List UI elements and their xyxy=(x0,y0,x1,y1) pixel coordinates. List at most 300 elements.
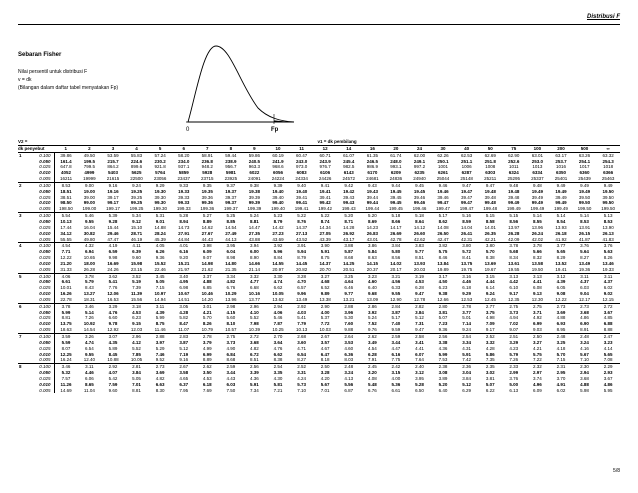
table-cell: 14.47 xyxy=(248,224,261,230)
table-cell: 7.35 xyxy=(485,357,495,363)
table-cell: 6.22 xyxy=(485,387,495,393)
table-cell: 10.79 xyxy=(201,327,213,333)
table-cell: 9.17 xyxy=(509,291,519,297)
table-cell: 99.42 xyxy=(319,200,331,206)
table-cell: 8.41 xyxy=(462,255,472,261)
table-cell: 18.31 xyxy=(83,296,96,302)
table-cell: 248.0 xyxy=(390,158,402,164)
density-curve xyxy=(188,46,294,122)
table-cell: 39.48 xyxy=(508,194,520,200)
table-cell: 8.07 xyxy=(61,345,71,351)
description-line: v = dk xyxy=(18,77,32,83)
table-cell: 4.54 xyxy=(367,345,377,351)
table-cell: 199.45 xyxy=(389,206,403,212)
table-cell: 5.28 xyxy=(172,213,196,219)
table-cell: 5.81 xyxy=(273,381,283,387)
table-cell: 3.97 xyxy=(155,339,165,345)
table-cell: 6.18 xyxy=(202,381,212,387)
table-cell: 241.9 xyxy=(272,158,284,164)
table-cell: 10.05 xyxy=(272,291,284,297)
table-cell: 5.14 xyxy=(573,213,597,219)
table-cell: 4.39 xyxy=(556,279,566,285)
table-cell: 8.94 xyxy=(179,218,189,224)
table-cell: 6.09 xyxy=(202,249,212,255)
table-cell: 6366 xyxy=(603,170,614,176)
table-cell: 5.07 xyxy=(485,381,495,387)
table-cell: 5.14 xyxy=(526,213,550,219)
table-cell: 2.47 xyxy=(596,334,620,340)
table-cell: 13.93 xyxy=(555,224,567,230)
table-cell: 1008 xyxy=(485,164,496,170)
table-cell: 3.18 xyxy=(125,303,149,309)
table-cell: 6.05 xyxy=(556,285,566,291)
table-cell: 2.73 xyxy=(148,364,172,370)
table-cell: 243.0 xyxy=(295,158,308,164)
table-cell: 15.10 xyxy=(130,224,143,230)
table-cell: 25295 xyxy=(507,176,521,182)
table-cell: 19.48 xyxy=(484,188,496,194)
table-cell: 5764 xyxy=(155,170,166,176)
table-cell: 8.51 xyxy=(250,357,259,363)
table-cell: 4.86 xyxy=(580,315,589,321)
table-cell: 99.46 xyxy=(413,200,426,206)
table-cell: 5.64 xyxy=(580,249,589,255)
table-cell: 246.5 xyxy=(366,158,378,164)
table-cell: 7.23 xyxy=(438,321,448,327)
table-cell: 9.36 xyxy=(155,255,165,261)
table-cell: 4.82 xyxy=(250,345,259,351)
table-cell: 13.49 xyxy=(295,296,308,302)
table-cell: 3.24 xyxy=(580,339,589,345)
table-cell: 10.92 xyxy=(83,321,96,327)
table-row xyxy=(18,388,620,394)
column-header: 6 xyxy=(172,145,196,152)
table-cell: 3.70 xyxy=(556,375,566,381)
table-cell: 8.53 xyxy=(580,218,589,224)
table-cell: 937.1 xyxy=(178,164,190,170)
table-cell: 24940 xyxy=(413,176,426,182)
table-cell: 6.90 xyxy=(580,321,589,327)
table-cell: 9.49 xyxy=(549,182,573,188)
table-cell: 5.67 xyxy=(320,381,330,387)
table-cell: 6.37 xyxy=(179,381,189,387)
table-cell: 199.25 xyxy=(129,206,144,212)
table-cell: 5.48 xyxy=(367,381,377,387)
table-cell: 199.47 xyxy=(459,206,474,212)
table-cell: 799.5 xyxy=(83,164,96,170)
table-cell: 9.60 xyxy=(108,387,118,393)
alpha-value: 0.050 xyxy=(32,159,54,165)
table-cell: 9.17 xyxy=(485,327,495,333)
table-cell: 3.27 xyxy=(313,273,337,279)
table-cell: 6.29 xyxy=(462,387,472,393)
table-cell: 2.52 xyxy=(478,334,502,340)
table-cell: 5.32 xyxy=(61,370,71,376)
table-cell: 6022 xyxy=(249,170,260,176)
table-cell: 5.70 xyxy=(485,249,495,255)
table-cell: 3.50 xyxy=(202,370,212,376)
table-cell: 2.88 xyxy=(148,334,172,340)
alpha-value: 0.025 xyxy=(32,225,54,231)
table-cell: 10.67 xyxy=(178,291,190,297)
table-cell: 8.30 xyxy=(155,387,165,393)
table-cell: 99.25 xyxy=(130,200,143,206)
table-cell: 14.88 xyxy=(154,224,166,230)
table-cell: 19.45 xyxy=(413,188,426,194)
table-cell: 2.72 xyxy=(243,334,267,340)
table-cell: 7.09 xyxy=(485,321,495,327)
table-cell: 19.16 xyxy=(107,188,119,194)
table-cell: 6.54 xyxy=(85,345,94,351)
table-cell: 27.23 xyxy=(272,230,284,236)
table-cell: 3.86 xyxy=(361,243,385,249)
table-cell: 14.12 xyxy=(413,224,426,230)
table-cell: 5.12 xyxy=(415,315,424,321)
table-cell: 4.53 xyxy=(415,279,424,285)
table-cell: 6287 xyxy=(461,170,472,176)
table-cell: 4.95 xyxy=(179,279,189,285)
table-cell: 8.38 xyxy=(485,255,495,261)
table-cell: 5.14 xyxy=(549,213,573,219)
table-cell: 8.53 xyxy=(603,218,613,224)
table-cell: 14.15 xyxy=(366,260,378,266)
table-cell: 9.60 xyxy=(132,255,141,261)
table-cell: 9.35 xyxy=(195,182,219,188)
table-cell: 20.70 xyxy=(319,266,331,272)
table-cell: 2.80 xyxy=(431,303,455,309)
table-cell: 8.74 xyxy=(320,218,330,224)
table-cell: 8.76 xyxy=(297,218,306,224)
table-cell: 5.46 xyxy=(78,213,102,219)
table-cell: 3.13 xyxy=(502,273,526,279)
table-cell: 8.38 xyxy=(273,357,283,363)
alpha-value: 0.050 xyxy=(32,189,54,195)
table-cell: 199.41 xyxy=(294,206,309,212)
table-cell: 4.98 xyxy=(485,315,495,321)
table-cell: 11.07 xyxy=(178,327,190,333)
alpha-value: 0.010 xyxy=(32,261,54,267)
table-cell: 26.15 xyxy=(578,230,591,236)
table-cell: 7.57 xyxy=(61,375,71,381)
table-cell: 12.92 xyxy=(107,327,119,333)
table-cell: 6.61 xyxy=(391,387,401,393)
table-cell: 3.78 xyxy=(54,303,78,309)
table-cell: 5.91 xyxy=(320,249,330,255)
table-cell: 7.01 xyxy=(132,381,141,387)
table-cell: 13.52 xyxy=(555,260,567,266)
table-cell: 24.26 xyxy=(107,266,119,272)
alpha-value: 0.005 xyxy=(32,297,54,303)
table-cell: 9.29 xyxy=(462,291,472,297)
table-cell: 5.30 xyxy=(344,315,354,321)
table-cell: 3.84 xyxy=(462,375,472,381)
table-cell: 963.3 xyxy=(248,164,261,170)
table-cell: 2.52 xyxy=(290,364,314,370)
table-cell: 3.01 xyxy=(195,303,219,309)
table-cell: 9.29 xyxy=(148,182,172,188)
table-cell: 25211 xyxy=(484,176,497,182)
table-cell: 19.47 xyxy=(461,188,473,194)
table-cell: 3.08 xyxy=(438,370,448,376)
table-cell: 13.38 xyxy=(319,296,331,302)
table-cell: 21.14 xyxy=(248,266,261,272)
table-cell: 6.85 xyxy=(202,285,212,291)
alpha-value: 0.100 xyxy=(32,273,54,279)
table-cell: 4.64 xyxy=(344,279,354,285)
table-cell: 4.82 xyxy=(155,375,165,381)
alpha-value: 0.100 xyxy=(32,303,54,309)
table-cell: 19.37 xyxy=(225,188,237,194)
table-cell: 4.00 xyxy=(320,309,330,315)
table-cell: 19999 xyxy=(83,176,96,182)
table-cell: 7.22 xyxy=(532,357,542,363)
table-cell: 976.7 xyxy=(319,164,331,170)
table-cell: 5.96 xyxy=(273,249,283,255)
table-cell: 7.98 xyxy=(250,321,259,327)
alpha-value: 0.025 xyxy=(32,285,54,291)
table-cell: 9.24 xyxy=(125,182,149,188)
v2-value: 6 xyxy=(18,303,32,309)
table-cell: 39.43 xyxy=(343,194,355,200)
table-cell: 5.99 xyxy=(438,351,448,357)
table-cell: 5859 xyxy=(178,170,189,176)
table-cell: 14.73 xyxy=(178,224,190,230)
table-cell: 2.54 xyxy=(455,334,479,340)
table-cell: 7.59 xyxy=(108,381,118,387)
table-cell: 3.27 xyxy=(532,339,542,345)
table-cell: 62.00 xyxy=(408,152,432,158)
table-cell: 9.38 xyxy=(243,182,267,188)
table-cell: 3.11 xyxy=(596,273,620,279)
table-cell: 6.03 xyxy=(580,285,589,291)
table-cell: 1001 xyxy=(438,164,449,170)
table-cell: 1016 xyxy=(555,164,566,170)
table-cell: 3.34 xyxy=(219,273,243,279)
table-cell: 38.51 xyxy=(60,194,72,200)
table-cell: 3.11 xyxy=(573,273,597,279)
table-cell: 16211 xyxy=(59,176,73,182)
table-cell: 63.26 xyxy=(573,152,597,158)
table-cell: 42.78 xyxy=(390,236,402,242)
table-cell: 9.00 xyxy=(78,182,102,188)
v2-value xyxy=(18,388,32,394)
table-cell: 956.7 xyxy=(225,164,237,170)
table-cell: 9.55 xyxy=(391,291,401,297)
table-cell: 2.29 xyxy=(596,364,620,370)
table-cell: 3.30 xyxy=(266,273,290,279)
table-cell: 6.07 xyxy=(415,351,424,357)
table-cell: 4.21 xyxy=(532,345,542,351)
table-cell: 8.85 xyxy=(226,218,236,224)
table-cell: 5.65 xyxy=(603,351,613,357)
alpha-value: 0.010 xyxy=(32,352,54,358)
table-cell: 3.67 xyxy=(603,375,613,381)
table-cell: 4.56 xyxy=(391,279,401,285)
table-cell: 7.76 xyxy=(108,285,118,291)
table-cell: 7.31 xyxy=(415,321,424,327)
table-cell: 7.02 xyxy=(509,321,519,327)
table-cell: 4.47 xyxy=(391,345,401,351)
table-cell: 16.53 xyxy=(107,296,119,302)
table-cell: 9.47 xyxy=(415,327,424,333)
table-cell: 24334 xyxy=(295,176,308,182)
alpha-value: 0.005 xyxy=(32,267,54,273)
table-cell: 99.40 xyxy=(272,200,284,206)
table-cell: 15.21 xyxy=(178,260,190,266)
alpha-value: 0.050 xyxy=(32,249,54,255)
alpha-value: 0.100 xyxy=(32,364,54,370)
table-cell: 6.33 xyxy=(391,285,401,291)
table-cell: 3.25 xyxy=(337,273,361,279)
table-cell: 3.84 xyxy=(384,243,408,249)
table-cell: 3.94 xyxy=(243,243,267,249)
table-cell: 99.41 xyxy=(295,200,308,206)
table-cell: 3.46 xyxy=(54,364,78,370)
table-cell: 11.26 xyxy=(60,381,72,387)
table-cell: 26.60 xyxy=(413,230,426,236)
table-cell: 1011 xyxy=(508,164,519,170)
table-cell: 5.95 xyxy=(603,387,613,393)
description-line: Nilai persentil untuk distribusi F xyxy=(18,69,88,75)
table-cell: 99.30 xyxy=(154,200,166,206)
table-cell: 16.26 xyxy=(60,291,72,297)
table-cell: 20.82 xyxy=(295,266,308,272)
table-cell: 6.26 xyxy=(155,249,165,255)
table-cell: 20.03 xyxy=(413,266,426,272)
table-cell: 14.45 xyxy=(295,260,308,266)
table-cell: 8.75 xyxy=(155,321,165,327)
table-cell: 8.79 xyxy=(273,218,283,224)
table-cell: 251.1 xyxy=(461,158,473,164)
table-cell: 5.31 xyxy=(148,213,172,219)
table-cell: 4.70 xyxy=(297,279,306,285)
table-cell: 14.94 xyxy=(154,296,166,302)
table-cell: 57.24 xyxy=(148,152,172,158)
table-cell: 4.76 xyxy=(273,345,283,351)
table-cell: 1013 xyxy=(532,164,543,170)
table-cell: 25148 xyxy=(460,176,473,182)
table-cell: 199.30 xyxy=(153,206,167,212)
table-cell: 230.2 xyxy=(154,158,166,164)
table-cell: 4.39 xyxy=(155,309,165,315)
table-cell: 19.36 xyxy=(578,266,591,272)
table-cell: 6.52 xyxy=(320,285,330,291)
v2-value: 1 xyxy=(18,152,32,158)
table-cell: 27.49 xyxy=(225,230,237,236)
table-cell: 12.15 xyxy=(602,296,614,302)
table-cell: 14.25 xyxy=(343,260,355,266)
table-cell: 8.45 xyxy=(108,351,118,357)
table-cell: 8.68 xyxy=(226,357,236,363)
table-cell: 3.04 xyxy=(462,370,472,376)
table-cell: 7.26 xyxy=(85,315,94,321)
table-cell: 3.34 xyxy=(462,339,472,345)
table-cell: 3.11 xyxy=(78,364,102,370)
alpha-value: 0.005 xyxy=(32,388,54,394)
table-cell: 3.45 xyxy=(148,273,172,279)
table-cell: 6.46 xyxy=(344,285,354,291)
table-cell: 5.15 xyxy=(478,213,502,219)
document-header: Distribusi F xyxy=(586,14,620,20)
table-cell: 12.03 xyxy=(130,327,143,333)
table-cell: 6.76 xyxy=(367,387,377,393)
table-cell: 4.03 xyxy=(297,309,306,315)
table-cell: 4.05 xyxy=(148,243,172,249)
table-cell: 9.47 xyxy=(478,182,502,188)
alpha-value: 0.025 xyxy=(32,376,54,382)
table-cell: 13.93 xyxy=(413,260,426,266)
column-header: 20 xyxy=(384,145,408,152)
table-cell: 3.82 xyxy=(431,243,455,249)
table-cell: 8.65 xyxy=(85,381,94,387)
table-cell: 9.16 xyxy=(179,357,189,363)
table-cell: 8.29 xyxy=(556,255,566,261)
table-cell: 6303 xyxy=(485,170,496,176)
table-cell: 8.91 xyxy=(580,327,589,333)
table-cell: 3.76 xyxy=(596,243,620,249)
table-cell: 10.03 xyxy=(319,327,331,333)
table-cell: 3.13 xyxy=(526,273,550,279)
table-cell: 6.76 xyxy=(226,285,236,291)
table-cell: 5.24 xyxy=(367,315,377,321)
table-cell: 13.75 xyxy=(60,321,72,327)
table-cell: 7.15 xyxy=(556,357,566,363)
alpha-value: 0.025 xyxy=(32,346,54,352)
table-cell: 10.13 xyxy=(60,218,72,224)
table-cell: 12.78 xyxy=(413,296,426,302)
table-cell: 5.91 xyxy=(462,351,472,357)
table-cell: 12.22 xyxy=(555,296,567,302)
table-cell: 19.41 xyxy=(555,266,567,272)
table-cell: 19.46 xyxy=(437,188,449,194)
table-cell: 199.49 xyxy=(530,206,545,212)
table-cell: 2.48 xyxy=(337,364,361,370)
table-cell: 2.54 xyxy=(266,364,290,370)
f-distribution-table xyxy=(18,139,620,393)
table-cell: 49.80 xyxy=(83,236,96,242)
table-cell: 5.05 xyxy=(155,279,165,285)
table-cell: 6.39 xyxy=(132,249,141,255)
table-cell: 5.19 xyxy=(132,279,141,285)
table-cell: 9.41 xyxy=(313,182,337,188)
table-cell: 4.18 xyxy=(556,345,566,351)
table-cell: 3.67 xyxy=(603,309,613,315)
table-cell: 8.81 xyxy=(250,218,259,224)
table-cell: 4.91 xyxy=(556,381,566,387)
table-cell: 29.46 xyxy=(107,230,119,236)
table-cell: 27.13 xyxy=(295,230,308,236)
table-cell: 26.69 xyxy=(390,230,402,236)
table-cell: 9.46 xyxy=(431,182,455,188)
table-cell: 4.86 xyxy=(603,381,613,387)
table-cell: 9.55 xyxy=(85,351,94,357)
table-cell: 2.48 xyxy=(549,334,573,340)
table-cell: 6.02 xyxy=(603,285,613,291)
alpha-value: 0.100 xyxy=(32,152,54,158)
table-cell: 5.52 xyxy=(250,315,259,321)
table-cell: 3.78 xyxy=(526,243,550,249)
table-cell: 6235 xyxy=(414,170,425,176)
table-cell: 13.69 xyxy=(484,260,496,266)
table-cell: 4.53 xyxy=(132,309,141,315)
table-cell: 44.84 xyxy=(178,236,190,242)
table-cell: 5.66 xyxy=(532,249,542,255)
table-cell: 39.50 xyxy=(578,194,591,200)
table-cell: 3.68 xyxy=(580,309,589,315)
table-cell: 5.39 xyxy=(101,213,125,219)
table-cell: 14.17 xyxy=(390,224,402,230)
table-cell: 215.7 xyxy=(107,158,119,164)
